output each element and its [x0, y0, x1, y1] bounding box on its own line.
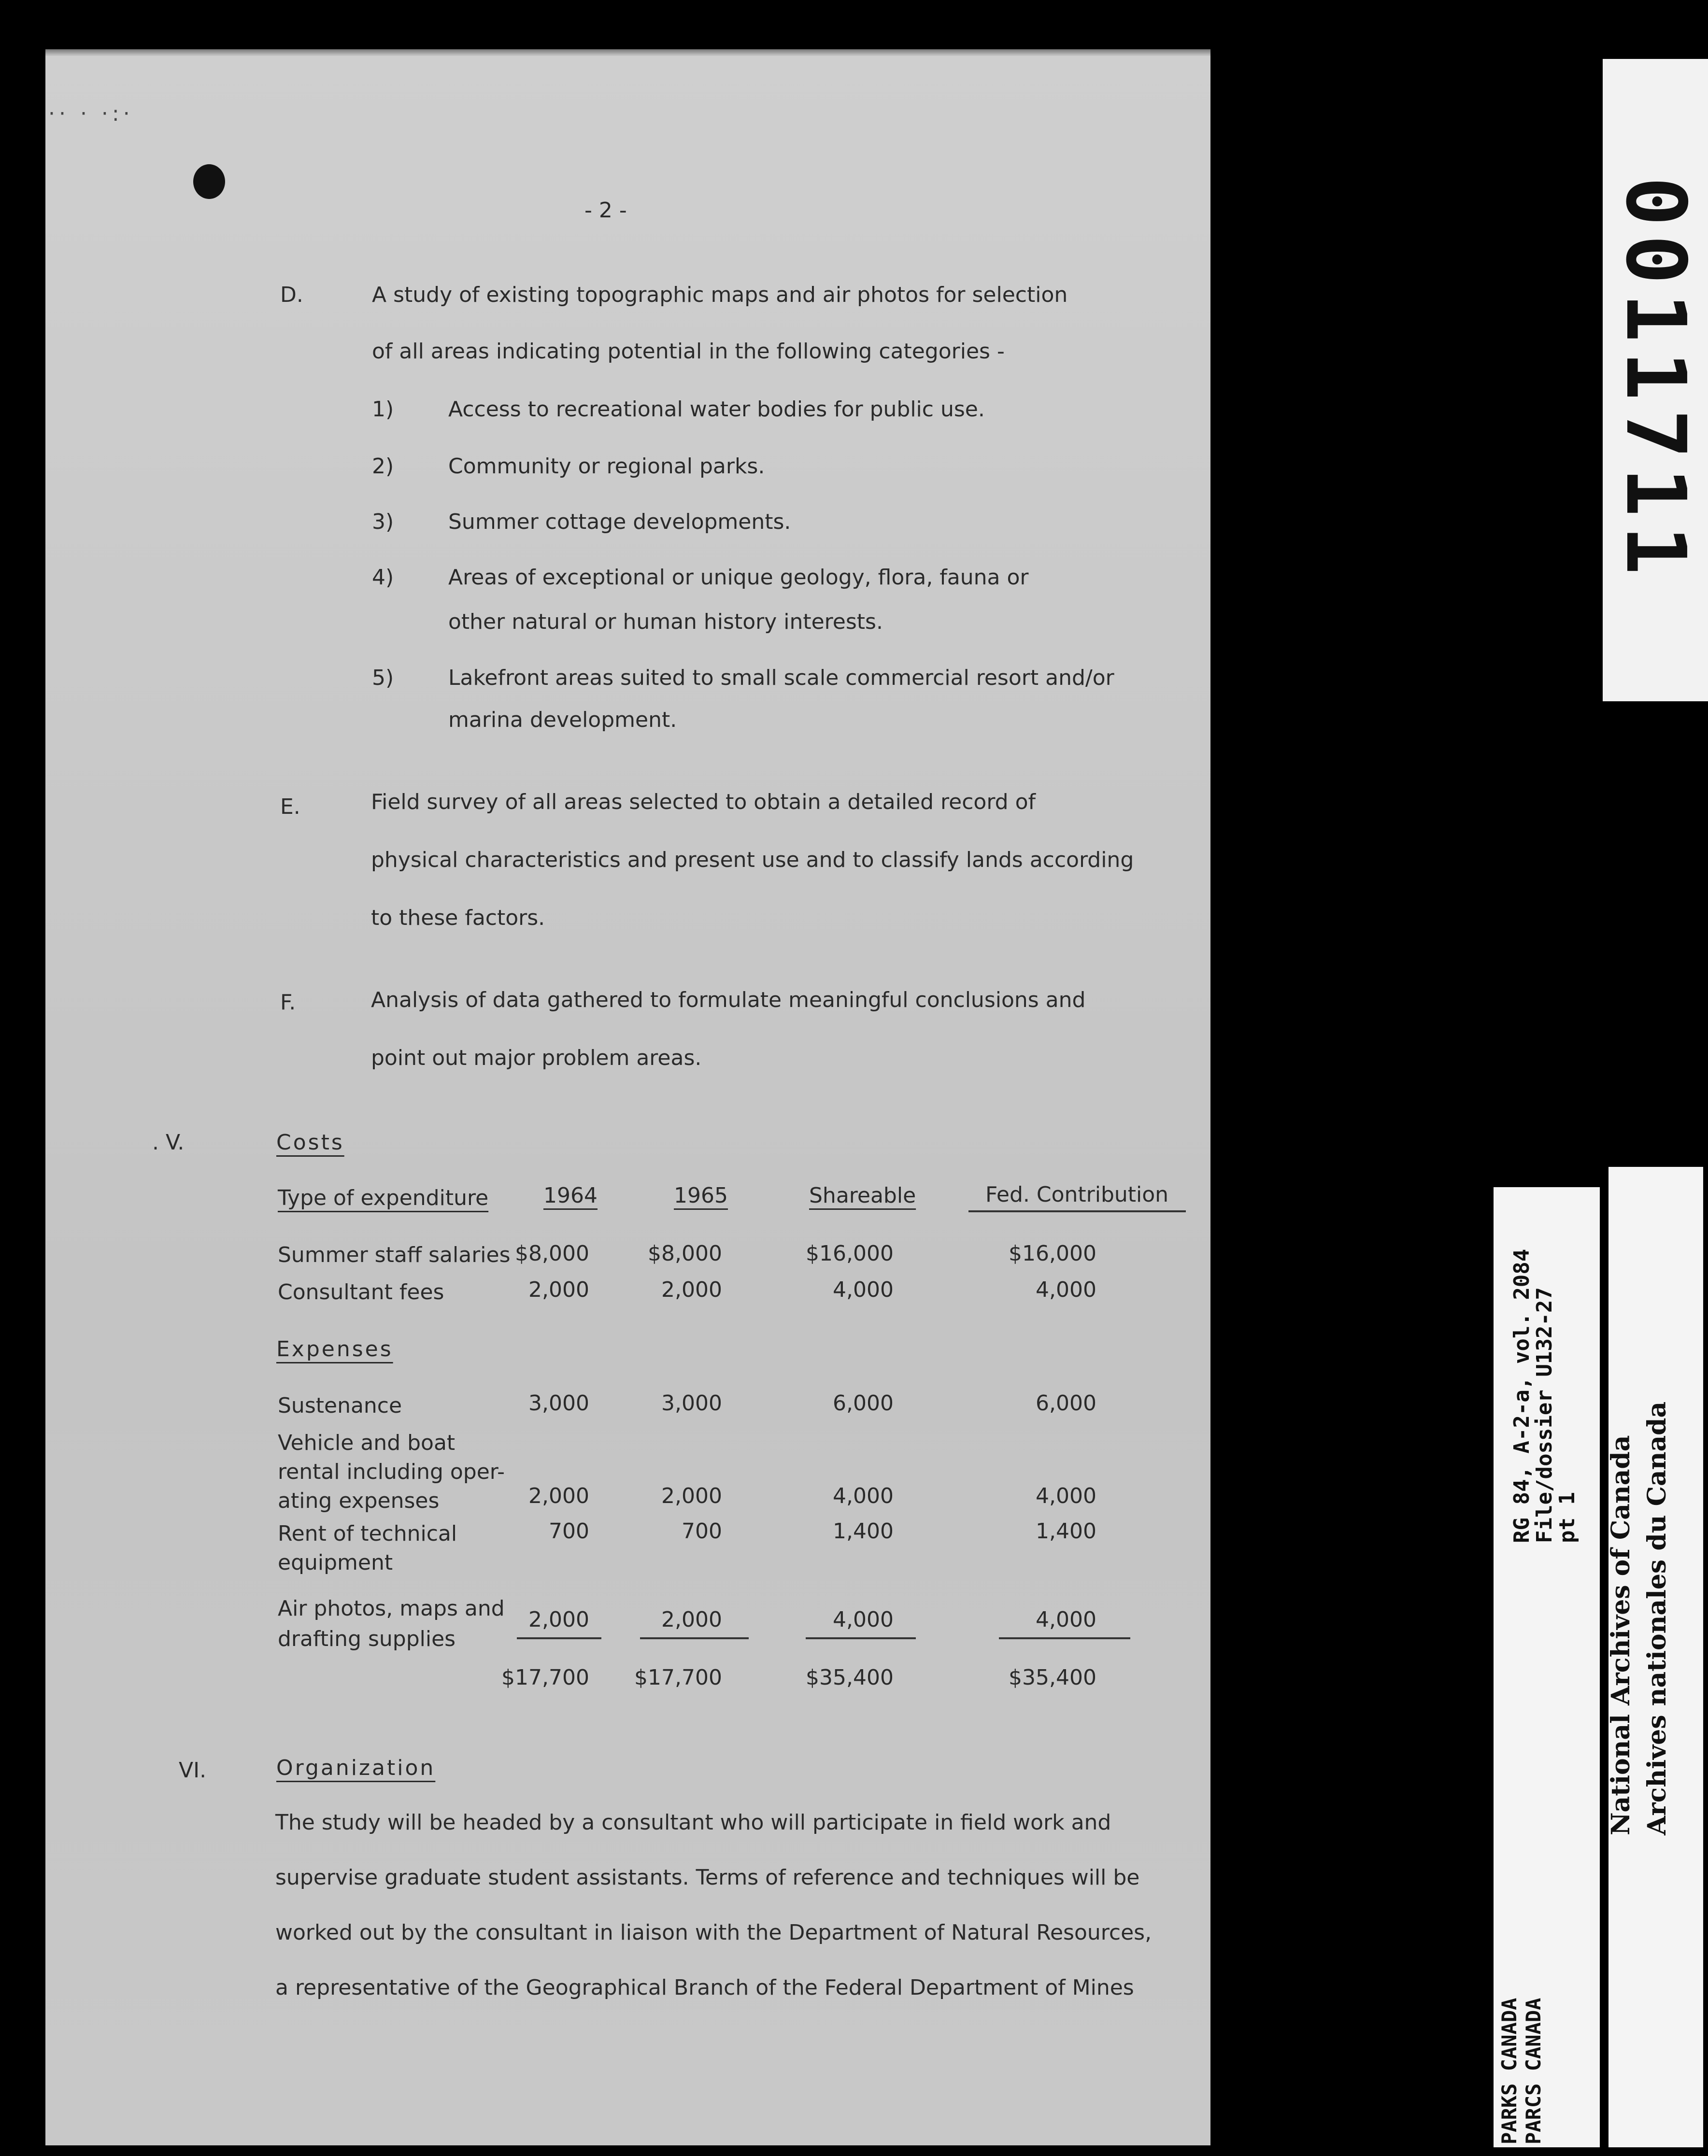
cell-1965: 2,000 — [661, 1277, 722, 1302]
section-v-numeral: . V. — [152, 1130, 185, 1155]
column-header: Type of expenditure — [278, 1186, 489, 1210]
organization-line: worked out by the consultant in liaison with the Department of Natural Resources, — [275, 1920, 1152, 1945]
cell-1965: 700 — [682, 1519, 722, 1544]
cell-1965: 3,000 — [661, 1391, 722, 1416]
row-label: Air photos, maps and — [278, 1596, 505, 1621]
list-item-number: 1) — [372, 397, 394, 422]
row-label: drafting supplies — [278, 1627, 456, 1651]
cell-1964: 700 — [549, 1519, 589, 1544]
row-label: Summer staff salaries — [278, 1243, 511, 1267]
total-1964: $17,700 — [501, 1665, 589, 1690]
column-header: 1965 — [674, 1183, 728, 1208]
section-e-line: to these factors. — [371, 906, 545, 930]
cell-1965: 2,000 — [661, 1484, 722, 1508]
cell-fed: 6,000 — [1036, 1391, 1096, 1416]
cell-shareable: 4,000 — [833, 1484, 894, 1508]
row-label: ating expenses — [278, 1489, 440, 1513]
list-item-text: Lakefront areas suited to small scale commercial resort and/or — [448, 666, 1114, 690]
total-fed: $35,400 — [1009, 1665, 1096, 1690]
costs-heading: Costs — [276, 1130, 344, 1155]
page-number: - 2 - — [584, 198, 627, 223]
cell-1964: 2,000 — [528, 1277, 589, 1302]
reference-line: pt 1 — [1555, 1492, 1580, 1543]
organization-line: a representative of the Geographical Branch of the Federal Department of Mines — [275, 1975, 1134, 2000]
section-f-line: point out major problem areas. — [371, 1046, 702, 1070]
subtotal-rule — [806, 1637, 916, 1639]
cell-shareable: $16,000 — [806, 1241, 894, 1266]
reference-line: RG 84, A-2-a, vol. 2084 — [1509, 1248, 1534, 1543]
cell-1964: $8,000 — [515, 1241, 589, 1266]
archives-name-en: National Archives of Canada — [1606, 1435, 1636, 1835]
subtotal-rule — [999, 1637, 1130, 1639]
page-top-edge — [45, 49, 1210, 56]
cell-1965: $8,000 — [648, 1241, 722, 1266]
parks-canada-fr: PARCS CANADA — [1522, 1998, 1545, 2144]
subtotal-rule — [517, 1637, 601, 1639]
row-label: Consultant fees — [278, 1280, 444, 1305]
punch-hole — [193, 164, 225, 199]
column-header: Fed. Contribution — [985, 1182, 1169, 1207]
cell-1965: 2,000 — [661, 1607, 722, 1632]
row-label: Sustenance — [278, 1393, 402, 1418]
paper-specks: ·· · ·:· — [48, 101, 134, 126]
cell-shareable: 6,000 — [833, 1391, 894, 1416]
column-header: Shareable — [809, 1183, 916, 1208]
expenses-heading: Expenses — [276, 1337, 393, 1362]
reference-line: File/dossier U132-27 — [1532, 1287, 1557, 1543]
cell-shareable: 4,000 — [833, 1607, 894, 1632]
row-label: rental including oper- — [278, 1460, 505, 1484]
cell-fed: $16,000 — [1009, 1241, 1096, 1266]
section-d-line: of all areas indicating potential in the following categories - — [372, 339, 1005, 364]
list-item-text: Summer cottage developments. — [448, 510, 791, 534]
list-item-text: marina development. — [448, 708, 677, 732]
section-e-line: physical characteristics and present use and to classify lands according — [371, 848, 1134, 872]
list-item-number: 3) — [372, 510, 394, 534]
total-1965: $17,700 — [634, 1665, 722, 1690]
section-f-letter: F. — [280, 990, 296, 1015]
organization-heading: Organization — [276, 1756, 436, 1780]
list-item-text: other natural or human history interests. — [448, 610, 883, 634]
cell-fed: 4,000 — [1036, 1277, 1096, 1302]
archives-name-fr: Archives nationales du Canada — [1642, 1401, 1672, 1835]
list-item-number: 4) — [372, 565, 394, 590]
row-label: Vehicle and boat — [278, 1431, 455, 1455]
row-label: equipment — [278, 1550, 393, 1575]
organization-line: The study will be headed by a consultant who will participate in field work and — [275, 1810, 1111, 1835]
list-item-number: 5) — [372, 666, 394, 690]
list-item-text: Community or regional parks. — [448, 454, 765, 479]
parks-canada-en: PARKS CANADA — [1497, 1998, 1521, 2144]
list-item-text: Areas of exceptional or unique geology, flora, fauna or — [448, 565, 1029, 590]
cell-1964: 2,000 — [528, 1607, 589, 1632]
cell-1964: 3,000 — [528, 1391, 589, 1416]
cell-fed: 4,000 — [1036, 1607, 1096, 1632]
column-header: 1964 — [543, 1183, 598, 1208]
list-item-text: Access to recreational water bodies for public use. — [448, 397, 985, 422]
section-f-line: Analysis of data gathered to formulate meaningful conclusions and — [371, 988, 1086, 1012]
cell-shareable: 1,400 — [833, 1519, 894, 1544]
cell-fed: 1,400 — [1036, 1519, 1096, 1544]
frame-number-label — [1603, 59, 1708, 701]
section-e-letter: E. — [280, 794, 300, 819]
organization-line: supervise graduate student assistants. Terms of reference and techniques will be — [275, 1865, 1140, 1890]
row-label: Rent of technical — [278, 1521, 457, 1546]
section-vi-numeral: VI. — [179, 1758, 207, 1783]
section-e-line: Field survey of all areas selected to obtain a detailed record of — [371, 790, 1036, 814]
cell-shareable: 4,000 — [833, 1277, 894, 1302]
header-underline — [968, 1210, 1186, 1212]
cell-fed: 4,000 — [1036, 1484, 1096, 1508]
section-d-line: A study of existing topographic maps and air photos for selection — [372, 283, 1068, 307]
total-shareable: $35,400 — [806, 1665, 894, 1690]
frame-number: 0011711 — [1608, 176, 1703, 584]
cell-1964: 2,000 — [528, 1484, 589, 1508]
section-d-letter: D. — [280, 283, 303, 307]
subtotal-rule — [640, 1637, 749, 1639]
list-item-number: 2) — [372, 454, 394, 479]
